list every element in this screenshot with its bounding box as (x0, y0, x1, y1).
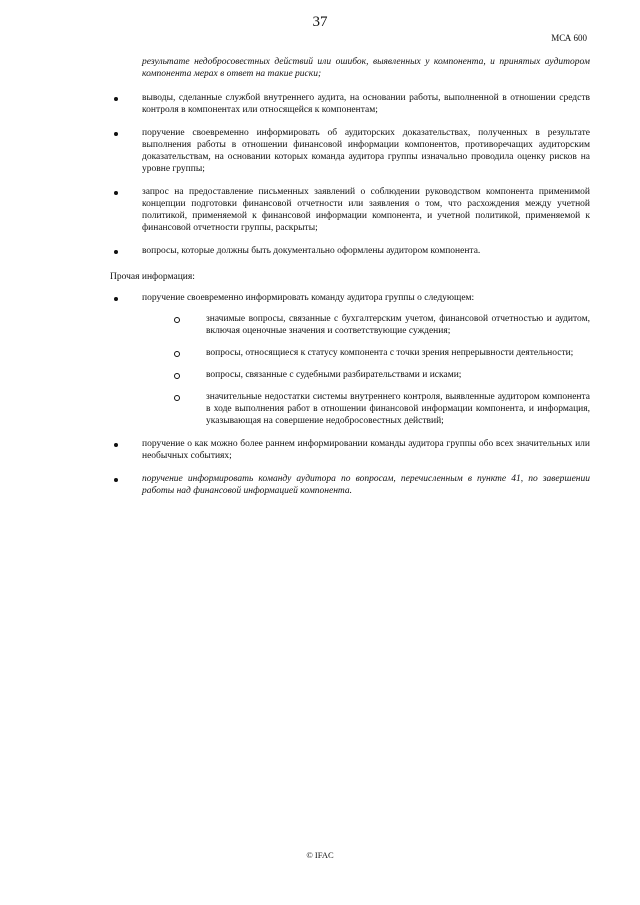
list-item (110, 92, 590, 116)
list-item (110, 245, 590, 257)
sub-list (142, 313, 590, 427)
list-item-text: запрос на предоставление письменных заявлений о соблюдении руководством компонента применимой концепции подготовки финансовой отчетности или заявления о том, что расхождения между учетной политикой, применяемой к финансовой информации компонента, и учетной политикой, применяемой к финансовой отчетности группы, раскрыты; (142, 187, 590, 233)
sub-list-item-text: вопросы, относящиеся к статусу компонента с точки зрения непрерывности деятельности; (206, 348, 574, 358)
bullet-icon (114, 297, 118, 301)
bullet-icon (114, 191, 118, 195)
bullet-icon (114, 478, 118, 482)
list-item-text: поручение своевременно информировать об аудиторских доказательствах, полученных в результате выполнения работы в отношении финансовой информации компонентов, противоречащих аудиторским доказательствам, на основании которых команда аудитора группы изначально проводила оценку рисков на уровне группы; (142, 128, 590, 174)
continuation-paragraph: результате недобросовестных действий или ошибок, выявленных у компонента, и принятых аудитором компонента мерах в ответ на такие риски; (142, 57, 590, 79)
bullet-icon (114, 97, 118, 101)
sub-list-item-text: вопросы, связанные с судебными разбирательствами и исками; (206, 370, 462, 380)
hollow-bullet-icon (174, 317, 180, 323)
list-item-text: поручение своевременно информировать команду аудитора группы о следующем: (142, 293, 475, 303)
sub-list-item (142, 313, 590, 337)
copyright-footer: © IFAC (306, 850, 334, 860)
list-item (110, 438, 590, 462)
list-item-text: поручение о как можно более раннем информировании команды аудитора группы обо всех значительных или необычных событиях; (142, 439, 590, 461)
sub-list-item (142, 347, 590, 359)
section-heading: Прочая информация: (110, 272, 195, 282)
bullet-icon (114, 443, 118, 447)
list-item (110, 186, 590, 234)
list-item (110, 473, 590, 497)
bullet-icon (114, 250, 118, 254)
page-content (110, 56, 590, 508)
hollow-bullet-icon (174, 373, 180, 379)
sub-list-item (142, 391, 590, 427)
list-item-text: выводы, сделанные службой внутреннего аудита, на основании работы, выполненной в отношении средств контроля в компонентах или относящейся к компонентам; (142, 93, 590, 115)
list-item (110, 292, 590, 427)
sub-list-item-text: значительные недостатки системы внутреннего контроля, выявленные аудитором компонента в ходе выполнения работ в отношении финансовой информации компонента, и информация, указывающая на совершение недобросовестных действий; (206, 392, 590, 426)
list-item (110, 127, 590, 175)
list-item-text: поручение информировать команду аудитора по вопросам, перечисленным в пункте 41, по завершении работы над финансовой информацией компонента. (142, 474, 590, 496)
page-number: 37 (312, 14, 328, 30)
list-item-text: вопросы, которые должны быть документально оформлены аудитором компонента. (142, 246, 481, 256)
document-code: МСА 600 (551, 33, 587, 43)
sub-list-item-text: значимые вопросы, связанные с бухгалтерским учетом, финансовой отчетностью и аудитом, включая оценочные значения и соответствующие суждения; (206, 314, 590, 336)
hollow-bullet-icon (174, 395, 180, 401)
sub-list-item (142, 369, 590, 381)
hollow-bullet-icon (174, 351, 180, 357)
bullet-icon (114, 132, 118, 136)
